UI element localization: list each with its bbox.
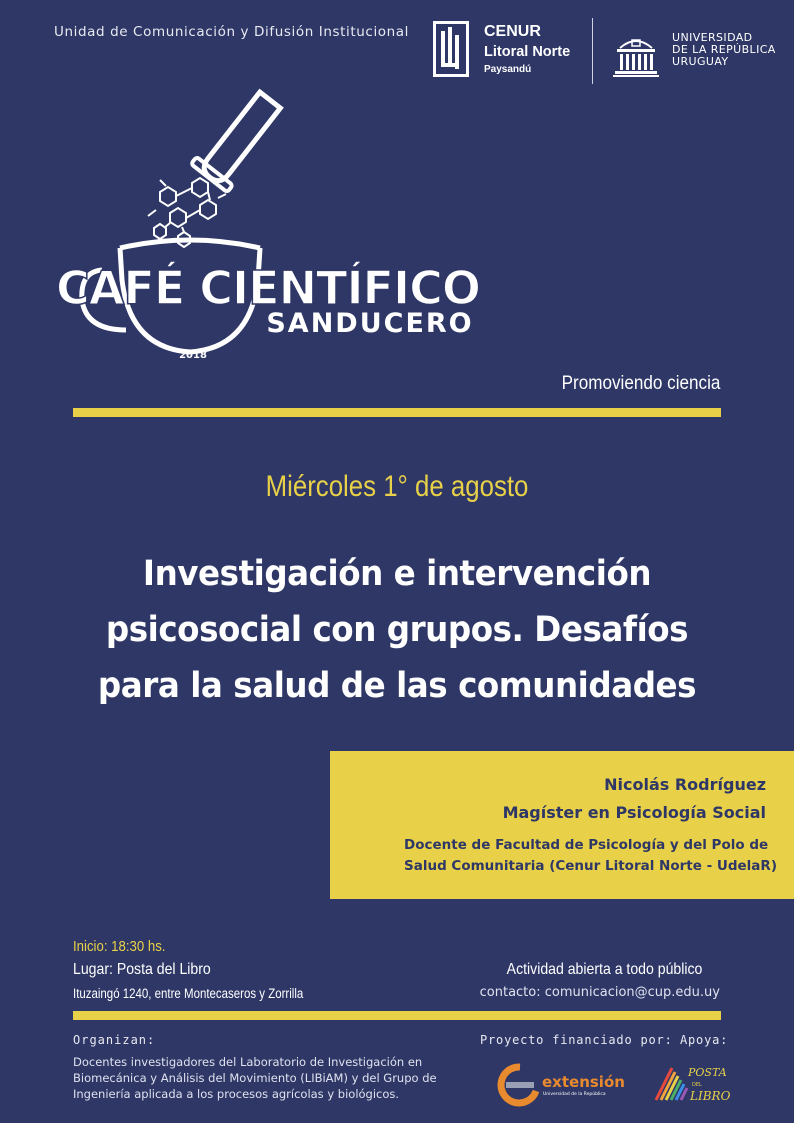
organizers-text: [73, 1054, 437, 1102]
divider-top: [73, 408, 721, 417]
unit-name: Unidad de Comunicación y Difusión Institucional: [54, 24, 410, 40]
speaker-degree: Magíster en Psicología Social: [502, 803, 766, 822]
organizers-line: Ingeniería aplicada a los procesos agrícolas y biológicos.: [73, 1087, 400, 1101]
cenur-city: Paysandú: [484, 64, 532, 75]
event-date: Miércoles 1° de agosto: [265, 470, 529, 503]
divider-bottom: [73, 1011, 721, 1020]
extension-logo: [498, 1063, 628, 1107]
extension-sub: Universidad de la República: [543, 1092, 606, 1097]
event-title-line: Investigación e intervención: [142, 554, 652, 594]
udelar-name: [672, 32, 776, 68]
logo-line2: SANDUCERO: [266, 308, 474, 339]
cenur-name: CENUR: [484, 23, 541, 40]
event-title-line: psicosocial con grupos. Desafíos: [105, 610, 689, 650]
speaker-role-line: Docente de Facultad de Psicología y del Polo de: [404, 837, 769, 853]
organizers-line: Docentes investigadores del Laboratorio de Investigación en: [73, 1055, 423, 1069]
colored-book-icon: [656, 1068, 687, 1100]
test-tube-icon: [191, 86, 288, 192]
udelar-line3: URUGUAY: [672, 55, 729, 68]
cenur-subname: Litoral Norte: [484, 44, 571, 60]
posta-line2: DEL: [692, 1082, 702, 1088]
extension-e-icon: [501, 1067, 536, 1103]
header-divider: [592, 18, 593, 84]
logo-year: 2018: [179, 350, 207, 361]
contact-email[interactable]: contacto: comunicacion@cup.edu.uy: [479, 985, 720, 1000]
speaker-role: [404, 835, 777, 877]
speaker-role-line: Salud Comunitaria (Cenur Litoral Norte - UdelaR): [404, 858, 777, 874]
event-title-line: para la salud de las comunidades: [97, 666, 697, 706]
organizers-label: Organizan:: [73, 1033, 156, 1047]
organizers-line: Biomecánica y Análisis del Movimiento (LIBiAM) y del Grupo de: [73, 1071, 437, 1085]
cenur-logo-icon: [433, 21, 469, 77]
posta-line3: LIBRO: [690, 1089, 731, 1103]
udelar-building-icon: [612, 34, 660, 78]
cafe-cientifico-logo: [56, 80, 480, 380]
support-label: Apoya:: [680, 1033, 729, 1047]
speaker-box: [330, 751, 794, 899]
venue-address: Ituzaingó 1240, entre Montecaseros y Zorrilla: [73, 986, 304, 1001]
posta-del-libro-logo: [654, 1060, 731, 1108]
extension-name: extensión: [542, 1073, 625, 1091]
logo-line1: CAFÉ CIENTÍFICO: [56, 261, 480, 315]
molecule-icon: [148, 178, 226, 247]
tagline: Promoviendo ciencia: [561, 373, 720, 394]
funded-by-label: Proyecto financiado por:: [480, 1033, 673, 1047]
speaker-name: Nicolás Rodríguez: [604, 775, 766, 794]
event-title: [28, 546, 766, 714]
open-activity: Actividad abierta a todo público: [506, 961, 702, 978]
udelar-line1: UNIVERSIDAD: [672, 31, 753, 44]
venue: Lugar: Posta del Libro: [73, 961, 211, 978]
start-time: Inicio: 18:30 hs.: [73, 938, 166, 955]
posta-line1: POSTA: [688, 1066, 727, 1079]
udelar-line2: DE LA REPÚBLICA: [672, 43, 776, 56]
